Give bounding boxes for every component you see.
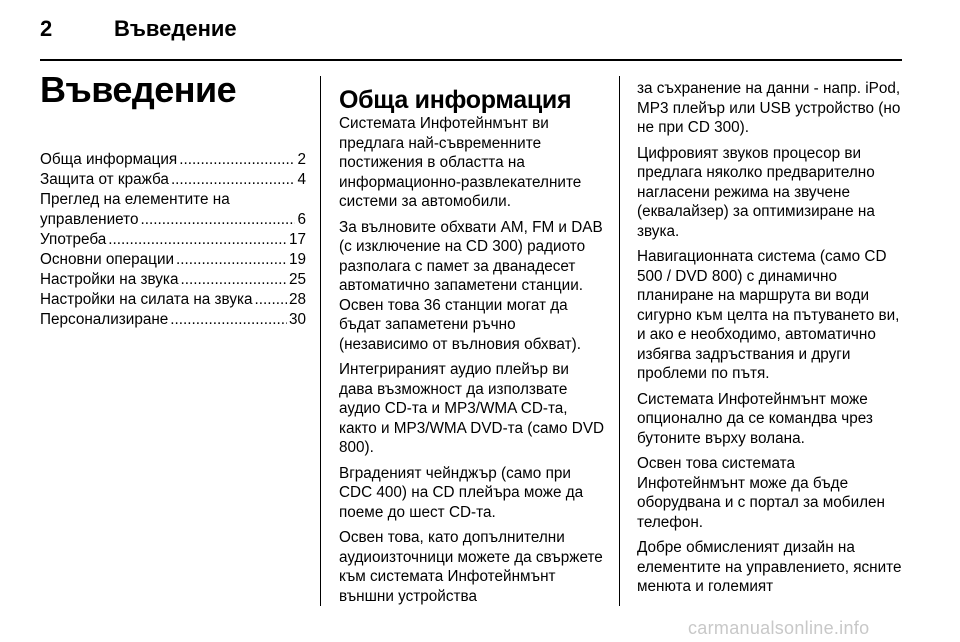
body-column-middle: [339, 114, 607, 612]
table-of-contents: [40, 150, 306, 330]
toc-page: 28: [288, 291, 306, 308]
column-divider-left: [320, 76, 321, 606]
toc-page: 4: [297, 171, 306, 188]
toc-entry[interactable]: [40, 150, 306, 170]
body-paragraph: Интегрираният аудио плейър ви дава възможност да използвате аудио CD-та и MP3/WMA CD-та, както и MP3/WMA DVD-та (само DVD 800).: [339, 361, 605, 456]
toc-label: управлението: [40, 211, 139, 228]
toc-leader: [255, 290, 287, 310]
toc-label: Настройки на силата на звука: [40, 291, 253, 308]
column-divider-right: [619, 76, 620, 606]
toc-page: 17: [288, 231, 306, 248]
toc-entry[interactable]: [40, 170, 306, 190]
toc-entry[interactable]: [40, 250, 306, 270]
toc-page: 25: [288, 271, 306, 288]
toc-label: Обща информация: [40, 151, 178, 168]
toc-leader: [108, 230, 287, 250]
toc-label: Настройки на звука: [40, 271, 179, 288]
toc-page: 30: [288, 311, 306, 328]
body-paragraph: За вълновите обхвати AM, FM и DAB (с изключение на CD 300) радиото разполага с памет за дванадесет автоматично запаметени станции. Освен това 36 станции могат да бъдат запаметени ръчно (независимо от вълновия обхват).: [339, 218, 603, 353]
toc-leader: [176, 250, 287, 270]
body-paragraph: Освен това системата Инфотейнмънт може да бъде оборудвана и с портал за мобилен телефон.: [637, 455, 885, 531]
toc-page: 2: [297, 151, 306, 168]
toc-leader: [180, 270, 287, 290]
body-paragraph: Освен това, като допълнителни аудиоизточници можете да свържете към системата Инфотейнмънт външни устройства: [339, 529, 603, 605]
toc-entry[interactable]: [40, 230, 306, 250]
toc-label: Персонализиране: [40, 311, 169, 328]
page-number: 2: [40, 16, 53, 41]
watermark: carmanualsonline.info: [688, 618, 870, 638]
toc-entry[interactable]: [40, 310, 306, 330]
chapter-title: Въведение: [40, 69, 237, 110]
body-paragraph: Системата Инфотейнмънт може опционално да се командва чрез бутоните върху волана.: [637, 390, 873, 447]
toc-page: 19: [288, 251, 306, 268]
toc-label: Защита от кражба: [40, 171, 169, 188]
running-title: Въведение: [114, 16, 237, 41]
toc-leader: [170, 310, 287, 330]
section-title: Обща информация: [339, 86, 572, 114]
toc-label-line1: Преглед на елементите на: [40, 191, 230, 208]
toc-leader: [141, 210, 296, 230]
toc-entry[interactable]: [40, 270, 306, 290]
body-paragraph: за съхранение на данни - напр. iPod, MP3 плейър или USB устройство (но не при CD 300).: [637, 80, 901, 136]
body-paragraph: Вграденият чейнджър (само при CDC 400) на CD плейъра може да поеме до шест CD-та.: [339, 464, 584, 521]
toc-page: 6: [297, 211, 306, 228]
body-paragraph: Добре обмисленият дизайн на елементите на управлението, ясните менюта и големият: [637, 539, 902, 595]
body-paragraph: Системата Инфотейнмънт ви предлага най-съвременните постижения в областта на информационно-развлекателните системи за автомобили.: [339, 115, 582, 210]
toc-leader: [171, 170, 296, 190]
toc-label: Употреба: [40, 231, 107, 248]
toc-leader: [179, 150, 295, 170]
toc-label: Основни операции: [40, 251, 175, 268]
header-divider: [40, 59, 902, 61]
body-paragraph: Навигационната система (само CD 500 / DVD 800) с динамично планиране на маршрута ви води сигурно към целта на пътуването ви, и ако е необходимо, автоматично избягва задръствания и други проблеми по пътя.: [637, 248, 900, 382]
toc-entry[interactable]: [40, 190, 306, 230]
toc-entry[interactable]: [40, 290, 306, 310]
body-column-right: [637, 79, 907, 603]
body-paragraph: Цифровият звуков процесор ви предлага няколко предварително нагласени режима на звучене (еквалайзер) за оптимизиране на звука.: [637, 144, 875, 240]
